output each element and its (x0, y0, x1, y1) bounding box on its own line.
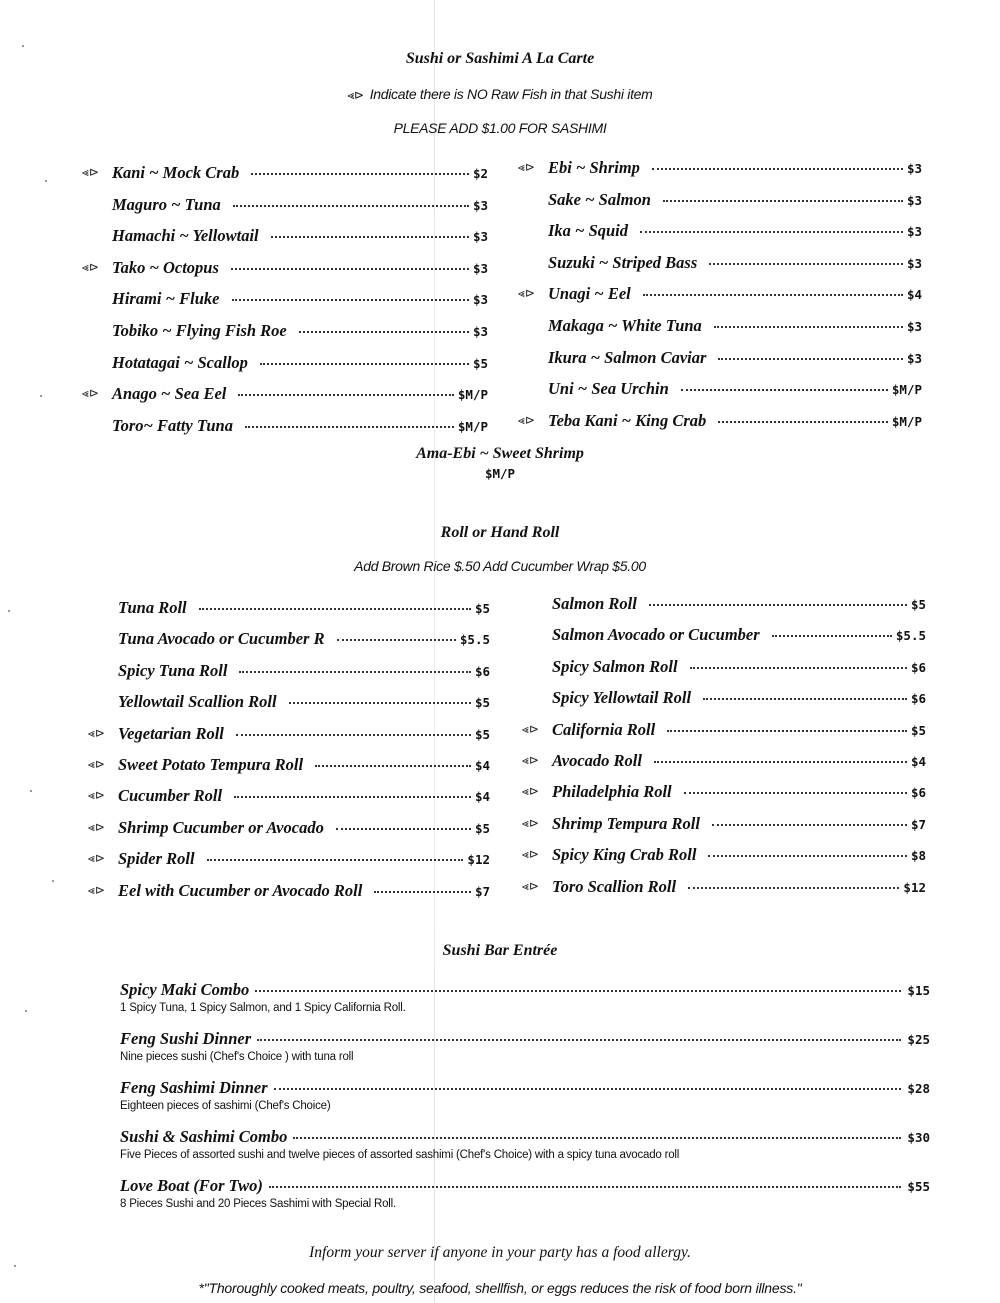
dot-leader (239, 671, 471, 673)
menu-item-name: Tako ~ Octopus (112, 257, 219, 277)
entree-name: Sushi & Sashimi Combo (120, 1127, 288, 1146)
menu-item-price: $3 (906, 319, 922, 334)
no-raw-fish-icon: ⪡⊳ (88, 851, 105, 866)
menu-item (112, 289, 488, 309)
menu-item (518, 410, 922, 431)
menu-item (118, 629, 490, 649)
dot-leader (231, 268, 469, 270)
entree-section-title: Sushi Bar Entrée (442, 942, 558, 959)
menu-item (552, 594, 926, 614)
menu-item-price: $3 (906, 192, 922, 208)
menu-item-name: Salmon Avocado or Cucumber (552, 625, 760, 645)
dot-leader (255, 990, 901, 992)
dot-leader (251, 173, 469, 175)
menu-item-name: Unagi ~ Eel (548, 284, 631, 304)
dot-leader (654, 761, 907, 763)
menu-item-name: Sake ~ Salmon (548, 189, 651, 209)
menu-item-price: $3 (906, 255, 922, 271)
menu-item (88, 723, 490, 744)
entree-price: $55 (907, 1179, 930, 1194)
menu-item-price: $6 (910, 659, 926, 675)
menu-item-price: $4 (906, 287, 922, 303)
dot-leader (712, 824, 907, 826)
dot-leader (690, 667, 907, 669)
menu-item-price: $5.5 (895, 628, 926, 644)
allergy-notice: Inform your server if anyone in your party has a food allergy. (309, 1244, 691, 1261)
menu-item-name: Spider Roll (118, 849, 195, 869)
dot-leader (652, 168, 903, 170)
menu-item-name: Philadelphia Roll (552, 782, 672, 802)
no-raw-fish-icon: ⪡⊳ (522, 721, 539, 736)
dot-leader (274, 1088, 902, 1090)
no-raw-fish-icon: ⪡⊳ (82, 386, 99, 401)
dot-leader (640, 231, 903, 233)
entree-item (120, 1029, 930, 1063)
menu-item (522, 876, 926, 897)
menu-item-name: Tobiko ~ Flying Fish Roe (112, 321, 287, 340)
dot-leader (199, 608, 471, 610)
dot-leader (688, 887, 899, 889)
dot-leader (684, 792, 907, 794)
menu-item-name: Kani ~ Mock Crab (112, 163, 240, 182)
dot-leader (374, 891, 471, 893)
dot-leader (336, 828, 471, 830)
menu-item-price: $7 (474, 883, 490, 899)
scan-speck (52, 880, 54, 882)
menu-item-price: $5 (472, 355, 488, 371)
menu-item-price: $7 (910, 816, 926, 832)
menu-item-name: Cucumber Roll (118, 786, 223, 806)
menu-item-name: Maguro ~ Tuna (112, 194, 221, 214)
menu-item-name: Spicy Tuna Roll (118, 660, 228, 680)
menu-item-price: $M/P (891, 382, 922, 398)
dot-leader (718, 358, 903, 360)
no-raw-fish-icon: ⪡⊳ (88, 757, 105, 771)
menu-item-name: Ika ~ Squid (548, 221, 629, 241)
dot-leader (708, 855, 907, 857)
roll-section-title: Roll or Hand Roll (440, 524, 560, 541)
menu-item (88, 817, 490, 838)
menu-item (548, 379, 922, 399)
menu-item-price: $5.5 (459, 632, 490, 648)
menu-item-name: Vegetarian Roll (118, 723, 224, 743)
sashimi-section-title: Sushi or Sashimi A La Carte (405, 50, 595, 67)
dot-leader (293, 1137, 901, 1139)
menu-item-price: $4 (474, 789, 490, 805)
dot-leader (718, 421, 888, 423)
menu-item-name: Eel with Cucumber or Avocado Roll (118, 880, 363, 900)
entree-item (120, 980, 930, 1014)
menu-item-price: $6 (910, 691, 926, 707)
menu-item-price: $3 (906, 161, 922, 176)
dot-leader (269, 1186, 902, 1188)
dot-leader (289, 702, 471, 704)
menu-item-name: Hamachi ~ Yellowtail (112, 226, 259, 246)
menu-item-price: $6 (910, 785, 926, 801)
menu-item (118, 692, 490, 712)
no-raw-fish-note-text: Indicate there is NO Raw Fish in that Sushi item (369, 86, 653, 102)
scan-speck (14, 1265, 16, 1267)
roll-addon-note: Add Brown Rice $.50 Add Cucumber Wrap $5.00 (354, 558, 646, 574)
menu-item-name: Toro Scallion Roll (552, 876, 677, 896)
dot-leader (260, 363, 469, 365)
ama-ebi-item-price: $M/P (484, 466, 516, 481)
no-raw-fish-icon: ⪡⊳ (82, 259, 99, 274)
entree-price: $28 (907, 1081, 930, 1096)
no-raw-fish-note (0, 86, 1000, 103)
no-raw-fish-icon: ⪡⊳ (88, 882, 105, 897)
menu-item-price: $5 (910, 597, 926, 612)
entree-item (120, 1127, 930, 1161)
menu-item (112, 226, 488, 246)
no-raw-fish-icon: ⪡⊳ (88, 725, 105, 740)
no-raw-fish-icon: ⪡⊳ (518, 160, 535, 174)
entree-description: Nine pieces sushi (Chef's Choice ) with tuna roll (120, 1051, 354, 1063)
dot-leader (643, 294, 903, 296)
menu-item (88, 849, 490, 869)
no-raw-fish-icon: ⪡⊳ (522, 878, 539, 893)
menu-item (88, 786, 490, 806)
menu-item (522, 813, 926, 834)
entree-item (120, 1176, 930, 1210)
sashimi-surcharge-note: PLEASE ADD $1.00 FOR SASHIMI (393, 120, 607, 136)
entree-price: $30 (907, 1130, 930, 1145)
entree-row (120, 1176, 930, 1196)
dot-leader (234, 796, 471, 798)
menu-item (522, 782, 926, 802)
menu-item-name: Teba Kani ~ King Crab (548, 410, 707, 430)
entree-name: Feng Sushi Dinner (120, 1029, 252, 1048)
food-safety-warning: *"Thoroughly cooked meats, poultry, seafood, shellfish, or eggs reduces the risk of food born illness." (198, 1280, 802, 1296)
menu-item-name: Shrimp Cucumber or Avocado (118, 817, 324, 837)
menu-item-name: Tuna Avocado or Cucumber R (118, 629, 325, 649)
entree-name: Spicy Maki Combo (120, 980, 250, 999)
menu-item-price: $5 (474, 601, 490, 616)
scan-speck (8, 610, 10, 612)
menu-item (82, 163, 488, 183)
scan-speck (25, 1010, 27, 1012)
menu-item (518, 284, 922, 304)
menu-item-price: $3 (472, 260, 488, 276)
menu-item-price: $4 (910, 754, 926, 769)
menu-item (552, 688, 926, 708)
menu-item-name: Uni ~ Sea Urchin (548, 379, 669, 399)
menu-item-name: Makaga ~ White Tuna (548, 316, 702, 335)
menu-item-name: Ebi ~ Shrimp (548, 158, 640, 177)
menu-item (548, 348, 922, 368)
entree-name: Feng Sashimi Dinner (120, 1078, 268, 1097)
dot-leader (257, 1039, 901, 1041)
menu-item (88, 880, 490, 901)
menu-item-price: $2 (472, 166, 488, 181)
dot-leader (245, 426, 454, 428)
menu-item (118, 598, 490, 618)
no-raw-fish-icon: ⪡⊳ (518, 286, 535, 301)
dot-leader (315, 765, 471, 767)
dot-leader (667, 730, 907, 732)
scan-speck (30, 790, 32, 792)
menu-item-name: Spicy King Crab Roll (552, 845, 697, 865)
menu-item-name: Suzuki ~ Striped Bass (548, 252, 698, 272)
entree-price: $15 (907, 983, 930, 998)
entree-row (120, 1029, 930, 1049)
dot-leader (299, 331, 469, 333)
entree-name: Love Boat (For Two) (120, 1176, 263, 1195)
menu-item-name: California Roll (552, 719, 656, 739)
no-raw-fish-icon: ⪡⊳ (518, 412, 535, 427)
dot-leader (233, 205, 469, 207)
menu-item-price: $5 (474, 695, 490, 711)
menu-item-name: Sweet Potato Tempura Roll (118, 755, 304, 774)
menu-item (112, 321, 488, 341)
menu-item-name: Spicy Yellowtail Roll (552, 688, 692, 708)
menu-item (522, 751, 926, 771)
menu-item-price: $M/P (891, 413, 922, 429)
entree-description: Five Pieces of assorted sushi and twelve pieces of assorted sashimi (Chef's Choice) with a spicy tuna avocado roll (120, 1149, 680, 1161)
dot-leader (709, 263, 903, 265)
entree-item (120, 1078, 930, 1112)
dot-leader (649, 604, 907, 606)
menu-item-price: $5 (474, 726, 490, 742)
menu-item-name: Shrimp Tempura Roll (552, 813, 700, 833)
menu-item-name: Salmon Roll (552, 594, 637, 613)
no-raw-fish-icon: ⪡⊳ (522, 753, 539, 767)
scan-speck (22, 45, 24, 47)
no-raw-fish-icon: ⪡⊳ (88, 788, 105, 803)
dot-leader (238, 394, 454, 396)
menu-item (518, 158, 922, 178)
menu-item-price: $5 (910, 722, 926, 738)
entree-row (120, 1127, 930, 1147)
menu-item (82, 384, 488, 404)
entree-description: Eighteen pieces of sashimi (Chef's Choice) (120, 1100, 331, 1112)
dot-leader (271, 236, 469, 238)
menu-item-price: $3 (472, 324, 488, 339)
entree-description: 8 Pieces Sushi and 20 Pieces Sashimi with Special Roll. (120, 1198, 397, 1210)
menu-item (112, 353, 488, 373)
menu-item-price: $3 (906, 224, 922, 240)
menu-item-price: $4 (474, 758, 490, 773)
menu-item (522, 845, 926, 865)
menu-item-price: $3 (472, 197, 488, 213)
no-raw-fish-icon: ⪡⊳ (82, 165, 99, 179)
menu-item (548, 190, 922, 210)
menu-item-price: $3 (472, 292, 488, 308)
ama-ebi-item-name: Ama-Ebi ~ Sweet Shrimp (416, 445, 584, 462)
menu-item (552, 625, 926, 645)
dot-leader (703, 698, 907, 700)
menu-item-name: Spicy Salmon Roll (552, 656, 678, 676)
entree-price: $25 (907, 1032, 930, 1047)
dot-leader (232, 299, 469, 301)
menu-item-name: Ikura ~ Salmon Caviar (548, 347, 707, 367)
menu-item-name: Toro~ Fatty Tuna (112, 415, 233, 435)
menu-item-price: $12 (467, 852, 490, 868)
menu-item-name: Hotatagai ~ Scallop (112, 352, 248, 372)
dot-leader (236, 734, 471, 736)
menu-item-price: $M/P (457, 387, 488, 403)
no-raw-fish-icon: ⪡⊳ (88, 819, 105, 834)
dot-leader (714, 326, 903, 328)
no-raw-fish-icon: ⪡⊳ (522, 847, 539, 862)
menu-item (112, 195, 488, 215)
menu-item-name: Yellowtail Scallion Roll (118, 692, 277, 712)
menu-item (82, 257, 488, 278)
no-raw-fish-icon: ⪡⊳ (522, 784, 539, 799)
menu-item-price: $5 (474, 820, 490, 836)
menu-item (548, 316, 922, 336)
dot-leader (772, 635, 892, 637)
menu-item-price: $M/P (457, 418, 488, 434)
menu-item (88, 755, 490, 775)
menu-item-price: $3 (906, 350, 922, 366)
menu-item (522, 719, 926, 740)
menu-item-name: Tuna Roll (118, 598, 187, 617)
menu-item-name: Avocado Roll (552, 751, 642, 770)
menu-item-price: $12 (903, 879, 926, 895)
dot-leader (681, 389, 888, 391)
scan-speck (45, 180, 47, 182)
menu-item (118, 661, 490, 681)
dot-leader (337, 639, 456, 641)
menu-item (548, 253, 922, 273)
no-raw-fish-icon: ⪡⊳ (347, 88, 364, 102)
menu-item-price: $6 (474, 663, 490, 679)
menu-item-price: $3 (472, 229, 488, 245)
dot-leader (663, 200, 903, 202)
menu-item-name: Anago ~ Sea Eel (112, 384, 227, 404)
entree-row (120, 980, 930, 1000)
dot-leader (207, 859, 464, 861)
menu-item-name: Hirami ~ Fluke (112, 289, 220, 309)
menu-item-price: $8 (910, 848, 926, 864)
entree-description: 1 Spicy Tuna, 1 Spicy Salmon, and 1 Spicy California Roll. (120, 1002, 406, 1014)
menu-item (112, 416, 488, 436)
scan-speck (40, 395, 42, 397)
menu-item (552, 657, 926, 677)
menu-item (548, 221, 922, 241)
entree-row (120, 1078, 930, 1098)
no-raw-fish-icon: ⪡⊳ (522, 815, 539, 830)
